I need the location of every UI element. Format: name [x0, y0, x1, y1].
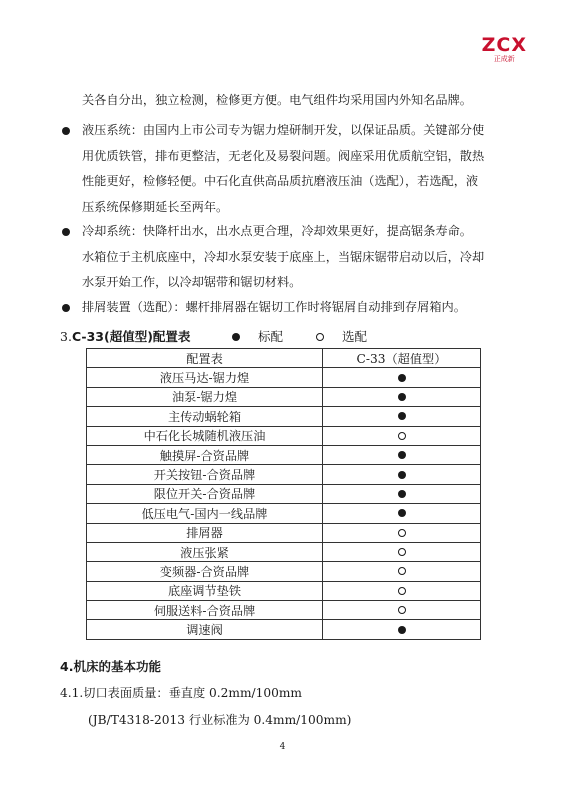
optional-hollow-circle-icon	[398, 587, 406, 595]
logo-mark: ZCX	[481, 34, 527, 56]
config-status-cell	[323, 484, 481, 503]
table-row	[87, 387, 481, 406]
config-item-name: 中石化长城随机液压油	[87, 426, 323, 445]
table-row	[87, 445, 481, 464]
bullet-line: 用优质铁管，排布更整洁，无老化及易裂问题。阀座采用优质航空铝，散热	[82, 148, 485, 163]
config-item-name: 触摸屏-合资品牌	[87, 445, 323, 464]
table-row	[87, 562, 481, 581]
config-item-name: 液压张紧	[87, 542, 323, 561]
optional-hollow-circle-icon	[398, 548, 406, 556]
section-3-number: 3.	[60, 329, 72, 344]
config-status-cell	[323, 387, 481, 406]
config-item-name: 油泵-锯力煌	[87, 387, 323, 406]
config-item-name: 开关按钮-合资品牌	[87, 465, 323, 484]
table-row	[87, 542, 481, 561]
optional-hollow-circle-icon	[398, 606, 406, 614]
logo-subtitle: 正成新	[493, 55, 515, 63]
table-row	[87, 620, 481, 639]
config-item-name: 变频器-合资品牌	[87, 562, 323, 581]
standard-filled-dot-icon	[398, 490, 406, 498]
standard-filled-dot-icon	[398, 451, 406, 459]
legend-optional	[316, 327, 367, 345]
table-row	[87, 601, 481, 620]
config-item-name: 主传动蜗轮箱	[87, 407, 323, 426]
hollow-circle-icon	[316, 333, 324, 341]
bullet-line: 性能更好，检修轻便。中石化直供高品质抗磨液压油（选配），若选配，液	[82, 174, 479, 188]
config-status-cell	[323, 504, 481, 523]
standard-filled-dot-icon	[398, 509, 406, 517]
item-4-1: 4.1.切口表面质量：垂直度 0.2mm/100mm	[60, 686, 302, 700]
config-status-cell	[323, 620, 481, 639]
config-status-cell	[323, 523, 481, 542]
section-4-heading	[60, 657, 161, 675]
table-row	[87, 407, 481, 426]
table-row	[87, 484, 481, 503]
standard-filled-dot-icon	[398, 471, 406, 479]
config-item-name: 排屑器	[87, 523, 323, 542]
bullet-line: 排屑装置（选配）：螺杆排屑器在锯切工作时将锯屑自动排到存屑箱内。	[82, 300, 466, 314]
table-row	[87, 581, 481, 600]
config-table	[86, 348, 481, 640]
section-3-title: C-33(超值型)配置表	[71, 329, 191, 344]
config-item-name: 限位开关-合资品牌	[87, 484, 323, 503]
standard-filled-dot-icon	[398, 412, 406, 420]
bullet-line: 水泵开始工作，以冷却锯带和锯切材料。	[82, 275, 302, 289]
bullet-dot	[62, 228, 70, 236]
table-row	[87, 368, 481, 387]
optional-hollow-circle-icon	[398, 567, 406, 575]
config-status-cell	[323, 601, 481, 620]
legend-standard	[232, 327, 283, 345]
config-item-name: 液压马达-锯力煌	[87, 368, 323, 387]
filled-dot-icon	[232, 333, 240, 341]
legend-optional-label: 选配	[341, 329, 367, 344]
bullet-line: 水箱位于主机底座中，冷却水泵安装于底座上，当锯床锯带启动以后，冷却	[82, 249, 485, 264]
config-status-cell	[323, 426, 481, 445]
config-item-name: 调速阀	[87, 620, 323, 639]
bullet-line: 压系统保修期延长至两年。	[82, 199, 229, 214]
config-status-cell	[323, 407, 481, 426]
standard-filled-dot-icon	[398, 626, 406, 634]
page-number: 4	[279, 742, 286, 752]
config-item-name: 伺服送料-合资品牌	[87, 601, 323, 620]
intro-paragraph: 关各自分出，独立检测，检修更方便。电气组件均采用国内外知名品牌。	[82, 93, 472, 107]
config-item-name: 低压电气-国内一线品牌	[87, 504, 323, 523]
table-row	[87, 504, 481, 523]
table-header-row	[87, 349, 481, 368]
company-logo	[482, 36, 527, 63]
table-row	[87, 465, 481, 484]
table-row	[87, 523, 481, 542]
optional-hollow-circle-icon	[398, 529, 406, 537]
section-4-title: 4.机床的基本功能	[60, 659, 161, 674]
config-status-cell	[323, 542, 481, 561]
standard-filled-dot-icon	[398, 374, 406, 382]
bullet-dot	[62, 127, 70, 135]
config-item-name: 底座调节垫铁	[87, 581, 323, 600]
config-status-cell	[323, 465, 481, 484]
config-status-cell	[323, 562, 481, 581]
optional-hollow-circle-icon	[398, 432, 406, 440]
legend-standard-label: 标配	[257, 329, 283, 344]
standard-filled-dot-icon	[398, 393, 406, 401]
config-status-cell	[323, 368, 481, 387]
config-status-cell	[323, 581, 481, 600]
column-header: C-33（超值型）	[323, 349, 481, 368]
bullet-dot	[62, 304, 70, 312]
table-row	[87, 426, 481, 445]
item-4-1-note: (JB/T4318-2013 行业标准为 0.4mm/100mm)	[88, 713, 352, 727]
bullet-line: 液压系统：由国内上市公司专为锯力煌研制开发，以保证品质。关键部分使	[82, 123, 485, 137]
section-3-heading	[60, 327, 190, 345]
config-status-cell	[323, 445, 481, 464]
bullet-line: 冷却系统：快降杆出水，出水点更合理，冷却效果更好，提高锯条寿命。	[82, 224, 472, 238]
column-header: 配置表	[87, 349, 323, 368]
